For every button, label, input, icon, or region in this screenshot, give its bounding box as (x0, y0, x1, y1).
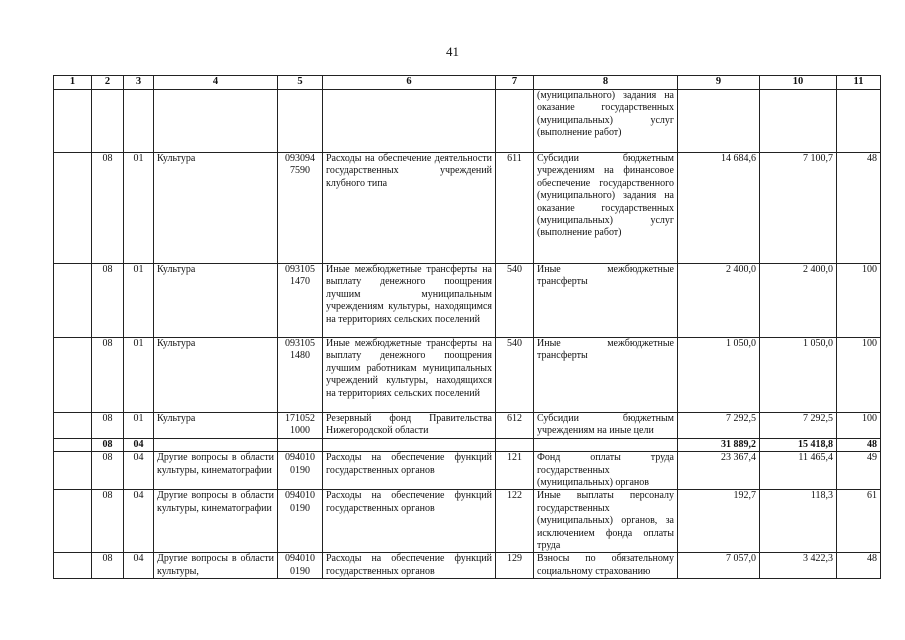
table-row (54, 553, 881, 579)
cell-subsection: 04 (124, 438, 154, 451)
cell-col1 (54, 338, 92, 413)
header-cell: 6 (323, 76, 496, 90)
cell-target-code: 094010 0190 (278, 553, 323, 579)
cell-expense-name: Иные межбюджетные трансферты (534, 338, 678, 413)
cell-col1 (54, 452, 92, 490)
cell-expense-code (496, 438, 534, 451)
cell-expense-code: 122 (496, 490, 534, 553)
cell-expense-code: 612 (496, 413, 534, 439)
cell-target-name: Резервный фонд Правительства Нижегородской области (323, 413, 496, 439)
cell-col1 (54, 413, 92, 439)
cell-actual: 3 422,3 (760, 553, 837, 579)
header-cell: 10 (760, 76, 837, 90)
cell-section: 08 (92, 438, 124, 451)
header-cell: 7 (496, 76, 534, 90)
cell-section-name (154, 90, 278, 153)
cell-actual: 7 292,5 (760, 413, 837, 439)
cell-subsection: 01 (124, 413, 154, 439)
cell-target-name (323, 438, 496, 451)
cell-section-name: Другие вопросы в области культуры, кинематографии (154, 490, 278, 553)
header-cell: 5 (278, 76, 323, 90)
cell-section (92, 90, 124, 153)
cell-actual: 11 465,4 (760, 452, 837, 490)
header-cell: 4 (154, 76, 278, 90)
cell-percent: 100 (837, 338, 881, 413)
table-row (54, 413, 881, 439)
cell-section-name: Другие вопросы в области культуры, (154, 553, 278, 579)
cell-plan: 1 050,0 (678, 338, 760, 413)
cell-expense-name: Иные выплаты персоналу государственных (муниципальных) органов, за исключением фонда оплаты труда (534, 490, 678, 553)
cell-target-name (323, 90, 496, 153)
cell-subsection: 01 (124, 264, 154, 338)
table-row (54, 338, 881, 413)
cell-target-code (278, 90, 323, 153)
cell-percent: 49 (837, 452, 881, 490)
cell-target-code: 093105 1480 (278, 338, 323, 413)
subtotal-row (54, 438, 881, 451)
cell-col1 (54, 90, 92, 153)
cell-plan (678, 90, 760, 153)
cell-expense-code: 611 (496, 153, 534, 264)
cell-subsection: 01 (124, 338, 154, 413)
cell-target-name: Расходы на обеспечение функций государственных органов (323, 553, 496, 579)
cell-plan: 2 400,0 (678, 264, 760, 338)
cell-expense-code: 121 (496, 452, 534, 490)
budget-table (53, 75, 881, 579)
cell-target-code: 094010 0190 (278, 490, 323, 553)
cell-expense-name: Взносы по обязательному социальному страхованию (534, 553, 678, 579)
cell-actual: 118,3 (760, 490, 837, 553)
table-row (54, 153, 881, 264)
cell-plan: 23 367,4 (678, 452, 760, 490)
cell-expense-name: (муниципального) задания на оказание государственных (муниципальных) услуг (выполнение работ) (534, 90, 678, 153)
cell-target-code: 093094 7590 (278, 153, 323, 264)
cell-expense-code: 540 (496, 338, 534, 413)
cell-col1 (54, 438, 92, 451)
cell-percent: 100 (837, 264, 881, 338)
cell-section: 08 (92, 413, 124, 439)
header-cell: 1 (54, 76, 92, 90)
cell-actual: 2 400,0 (760, 264, 837, 338)
cell-col1 (54, 264, 92, 338)
cell-plan: 7 292,5 (678, 413, 760, 439)
cell-expense-name: Субсидии бюджетным учреждениям на финансовое обеспечение государственного (муниципального) задания на оказание государственных (муниципальных) услуг (выполнение работ) (534, 153, 678, 264)
cell-percent: 48 (837, 438, 881, 451)
cell-target-code: 093105 1470 (278, 264, 323, 338)
cell-subsection: 04 (124, 452, 154, 490)
cell-percent (837, 90, 881, 153)
header-cell: 3 (124, 76, 154, 90)
table-row (54, 490, 881, 553)
cell-expense-name: Иные межбюджетные трансферты (534, 264, 678, 338)
cell-section-name: Культура (154, 413, 278, 439)
cell-plan: 7 057,0 (678, 553, 760, 579)
cell-section-name: Культура (154, 153, 278, 264)
cell-target-name: Иные межбюджетные трансферты на выплату денежного поощрения лучшим муниципальным учреждениям культуры, находящимся на территориях сельских поселений (323, 264, 496, 338)
cell-section: 08 (92, 452, 124, 490)
cell-section: 08 (92, 490, 124, 553)
cell-section: 08 (92, 338, 124, 413)
cell-plan: 192,7 (678, 490, 760, 553)
header-row (54, 76, 881, 90)
cell-expense-code: 540 (496, 264, 534, 338)
cell-actual: 1 050,0 (760, 338, 837, 413)
cell-expense-code: 129 (496, 553, 534, 579)
cell-subsection (124, 90, 154, 153)
cell-percent: 100 (837, 413, 881, 439)
cell-percent: 48 (837, 153, 881, 264)
cell-section: 08 (92, 153, 124, 264)
page-number: 41 (446, 44, 459, 59)
cell-plan: 14 684,6 (678, 153, 760, 264)
cell-col1 (54, 553, 92, 579)
header-cell: 9 (678, 76, 760, 90)
table-row (54, 264, 881, 338)
cell-target-code: 094010 0190 (278, 452, 323, 490)
cell-section: 08 (92, 553, 124, 579)
cell-subsection: 04 (124, 490, 154, 553)
table-row (54, 452, 881, 490)
cell-percent: 48 (837, 553, 881, 579)
cell-expense-name: Фонд оплаты труда государственных (муниципальных) органов (534, 452, 678, 490)
cell-target-code: 171052 1000 (278, 413, 323, 439)
cell-target-name: Расходы на обеспечение функций государственных органов (323, 490, 496, 553)
cell-plan: 31 889,2 (678, 438, 760, 451)
cell-expense-code (496, 90, 534, 153)
cell-subsection: 01 (124, 153, 154, 264)
cell-expense-name (534, 438, 678, 451)
cell-target-name: Иные межбюджетные трансферты на выплату денежного поощрения лучшим работникам муниципальных учреждений культуры, находящихся на территориях сельских поселений (323, 338, 496, 413)
cell-actual (760, 90, 837, 153)
header-cell: 8 (534, 76, 678, 90)
cell-expense-name: Субсидии бюджетным учреждениям на иные цели (534, 413, 678, 439)
cell-section-name: Культура (154, 264, 278, 338)
cell-section: 08 (92, 264, 124, 338)
cell-section-name: Культура (154, 338, 278, 413)
cell-col1 (54, 153, 92, 264)
cell-section-name: Другие вопросы в области культуры, кинематографии (154, 452, 278, 490)
cell-percent: 61 (837, 490, 881, 553)
cell-target-name: Расходы на обеспечение функций государственных органов (323, 452, 496, 490)
cell-actual: 7 100,7 (760, 153, 837, 264)
header-cell: 2 (92, 76, 124, 90)
cell-target-name: Расходы на обеспечение деятельности государственных учреждений клубного типа (323, 153, 496, 264)
cell-target-code (278, 438, 323, 451)
cell-col1 (54, 490, 92, 553)
table-row (54, 90, 881, 153)
cell-section-name (154, 438, 278, 451)
cell-actual: 15 418,8 (760, 438, 837, 451)
header-cell: 11 (837, 76, 881, 90)
cell-subsection: 04 (124, 553, 154, 579)
